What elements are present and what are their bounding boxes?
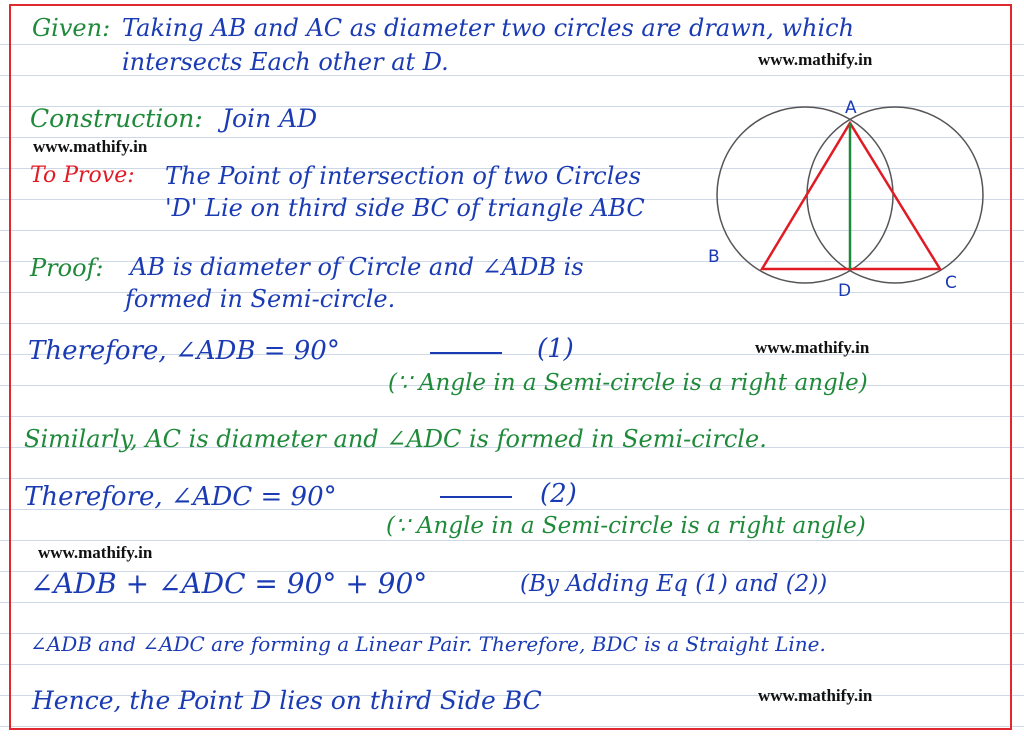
to-prove-line-2: 'D' Lie on third side BC of triangle ABC <box>165 194 645 222</box>
watermark-2: www.mathify.in <box>33 137 148 156</box>
label-b: B <box>708 247 720 267</box>
step2-eq: (2) <box>540 479 577 509</box>
sum-text: ∠ADB + ∠ADC = 90° + 90° <box>30 567 428 600</box>
step2-dash <box>440 496 512 498</box>
circle-ab <box>717 107 893 283</box>
proof-line-2: formed in Semi-circle. <box>125 285 396 313</box>
label-a: A <box>845 98 857 118</box>
step1-eq: (1) <box>537 334 574 364</box>
proof-line-1: AB is diameter of Circle and ∠ADB is <box>130 253 584 281</box>
step2-reason: (∵ Angle in a Semi-circle is a right angle) <box>386 513 866 539</box>
step1-text: Therefore, ∠ADB = 90° <box>28 336 340 366</box>
construction-text: Join AD <box>222 104 318 133</box>
sum-note: (By Adding Eq (1) and (2)) <box>520 571 828 597</box>
watermark-3: www.mathify.in <box>755 338 870 357</box>
to-prove-label: To Prove: <box>30 163 135 188</box>
conclusion-text: Hence, the Point D lies on third Side BC <box>32 686 542 715</box>
step1-reason: (∵ Angle in a Semi-circle is a right angle) <box>388 370 868 396</box>
step2-text: Therefore, ∠ADC = 90° <box>24 482 337 512</box>
given-label: Given: <box>32 14 111 42</box>
proof-label: Proof: <box>30 254 104 282</box>
geometry-diagram <box>700 90 1020 300</box>
given-line-2: intersects Each other at D. <box>122 48 449 76</box>
watermark-1: www.mathify.in <box>758 50 873 69</box>
watermark-4: www.mathify.in <box>38 543 153 562</box>
label-d: D <box>838 281 852 300</box>
similarly-text: Similarly, AC is diameter and ∠ADC is formed in Semi-circle. <box>24 425 767 453</box>
linear-pair-text: ∠ADB and ∠ADC are forming a Linear Pair. Therefore, BDC is a Straight Line. <box>30 632 826 656</box>
step1-dash <box>430 352 502 354</box>
to-prove-line-1: The Point of intersection of two Circles <box>165 162 641 190</box>
watermark-5: www.mathify.in <box>758 686 873 705</box>
construction-label: Construction: <box>30 104 203 133</box>
given-line-1: Taking AB and AC as diameter two circles are drawn, which <box>122 14 855 42</box>
label-c: C <box>945 273 957 293</box>
